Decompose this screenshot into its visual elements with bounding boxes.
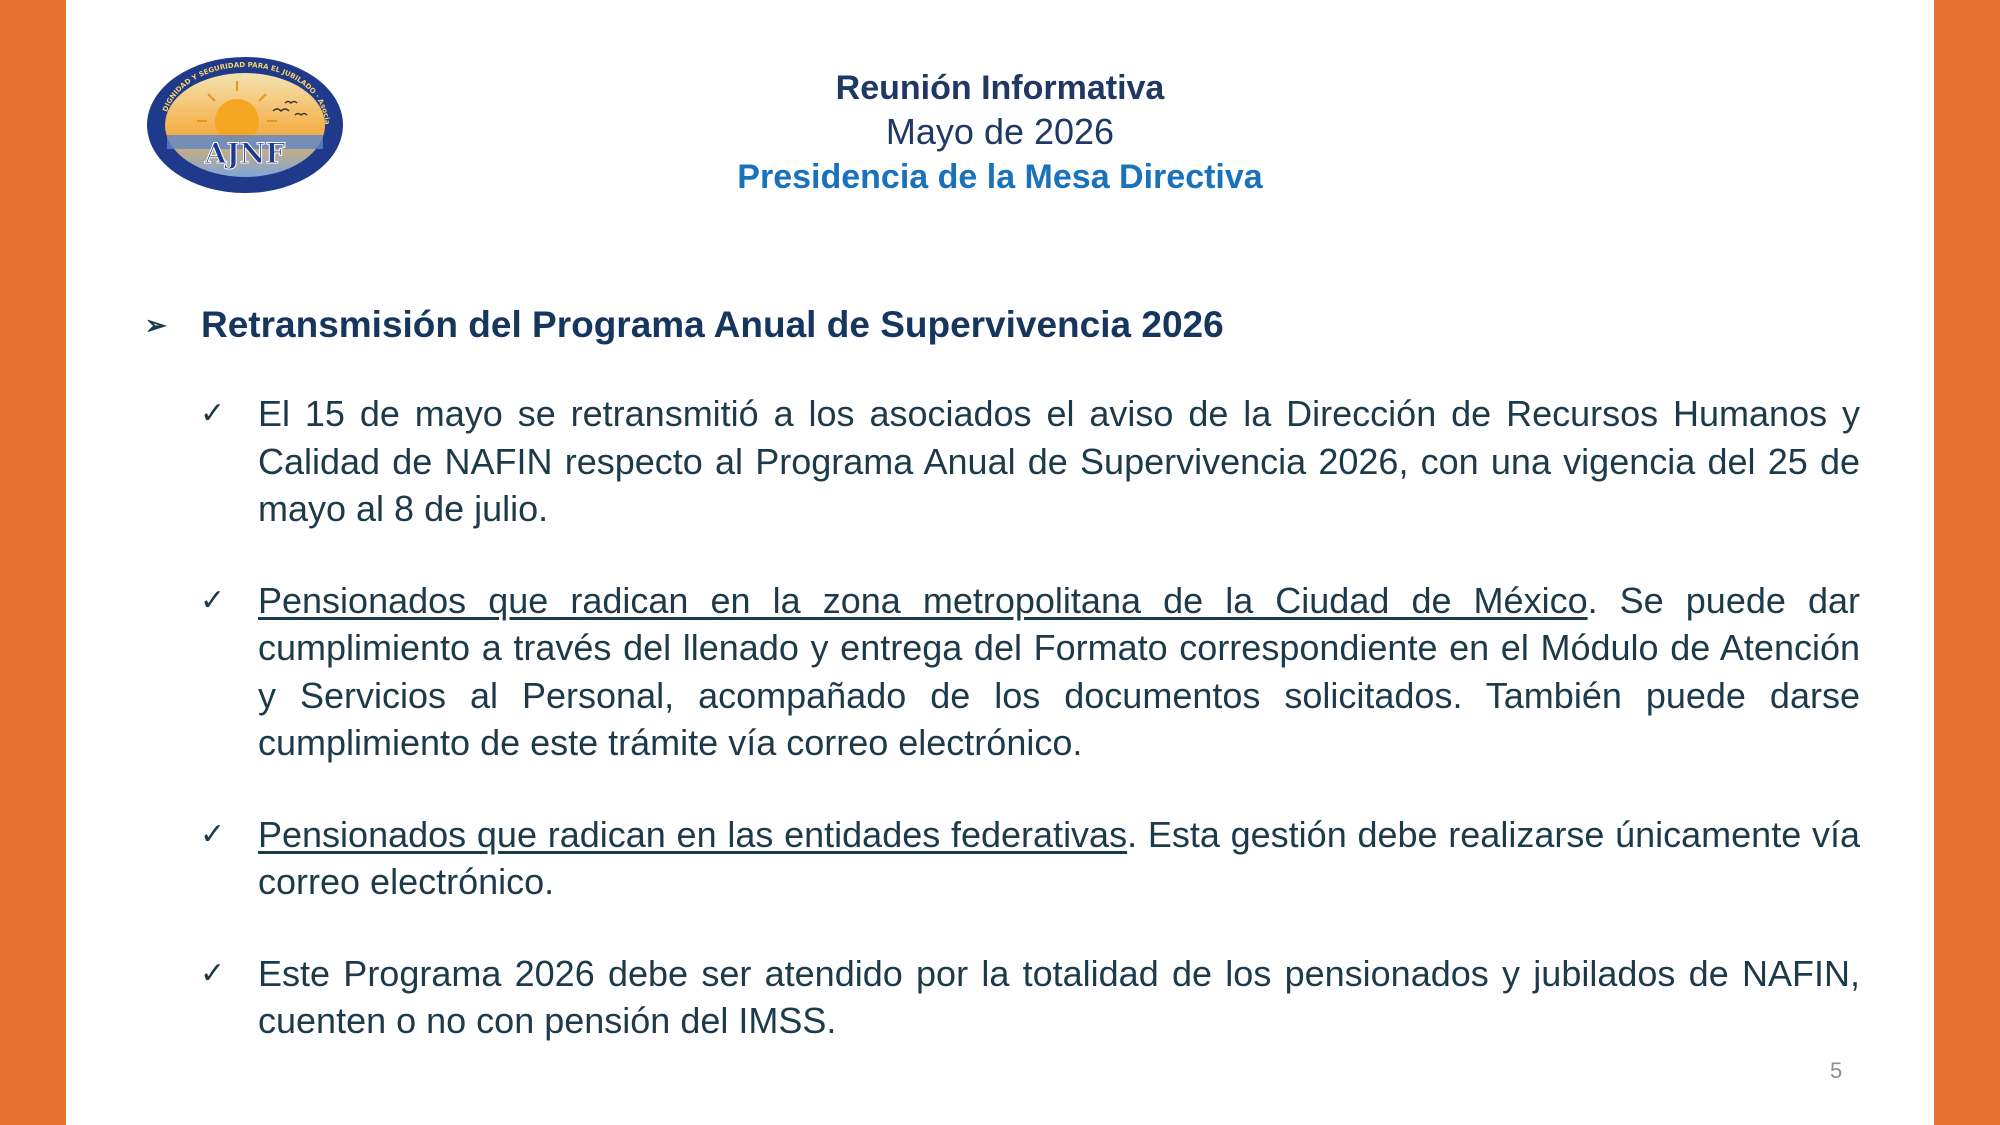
list-item-body: . Esta gestión debe realizarse únicamente vía correo electrónico.	[258, 813, 1860, 902]
list-item-body: El 15 de mayo se retransmitió a los asociados el aviso de la Dirección de Recursos Humanos y Calidad de NAFIN respecto al Programa Anual de Supervivencia 2026, con una vigencia del 25 de mayo al 8 de julio.	[258, 393, 1860, 529]
list-item-body: Este Programa 2026 debe ser atendido por la totalidad de los pensionados y jubilados de NAFIN, cuenten o no con pensión del IMSS.	[258, 952, 1860, 1041]
list-item	[200, 950, 1860, 1045]
list-item	[200, 390, 1860, 533]
list-item-text	[258, 577, 1860, 767]
logo-letters: AJNF	[204, 137, 286, 170]
list-item-text	[258, 390, 1860, 533]
arrow-bullet-icon: ➢	[145, 310, 167, 340]
check-icon: ✓	[200, 397, 226, 430]
slide-header	[0, 66, 2000, 200]
check-icon: ✓	[200, 817, 226, 851]
list-item	[200, 811, 1860, 906]
list-item-underlined: Pensionados que radican en las entidades federativas	[258, 813, 1128, 855]
section-heading	[145, 300, 1860, 350]
header-date: Mayo de 2026	[885, 111, 1115, 152]
bullet-list	[200, 390, 1860, 1045]
header-title: Reunión Informativa	[835, 69, 1165, 107]
logo-ring-text: DIGNIDAD Y SEGURIDAD PARA EL JUBILADO · Asocia	[161, 60, 332, 125]
list-item-body: . Se puede dar cumplimiento a través del llenado y entrega del Formato correspondiente en el Módulo de Atención y Servicios al Personal, acompañado de los documentos solicitados. También puede darse cumplimiento de este trámite vía correo electrónico.	[258, 579, 1860, 763]
slide-content	[145, 300, 1860, 1089]
list-item-text	[258, 950, 1860, 1045]
page-number: 5	[1830, 1058, 1843, 1083]
check-icon: ✓	[200, 956, 226, 990]
list-item-text	[258, 811, 1860, 906]
list-item-underlined: Pensionados que radican en la zona metropolitana de la Ciudad de México	[258, 579, 1588, 621]
list-item	[200, 577, 1860, 767]
section-heading-text: Retransmisión del Programa Anual de Supervivencia 2026	[201, 304, 1224, 345]
header-subtitle: Presidencia de la Mesa Directiva	[737, 158, 1263, 196]
check-icon: ✓	[200, 583, 226, 617]
